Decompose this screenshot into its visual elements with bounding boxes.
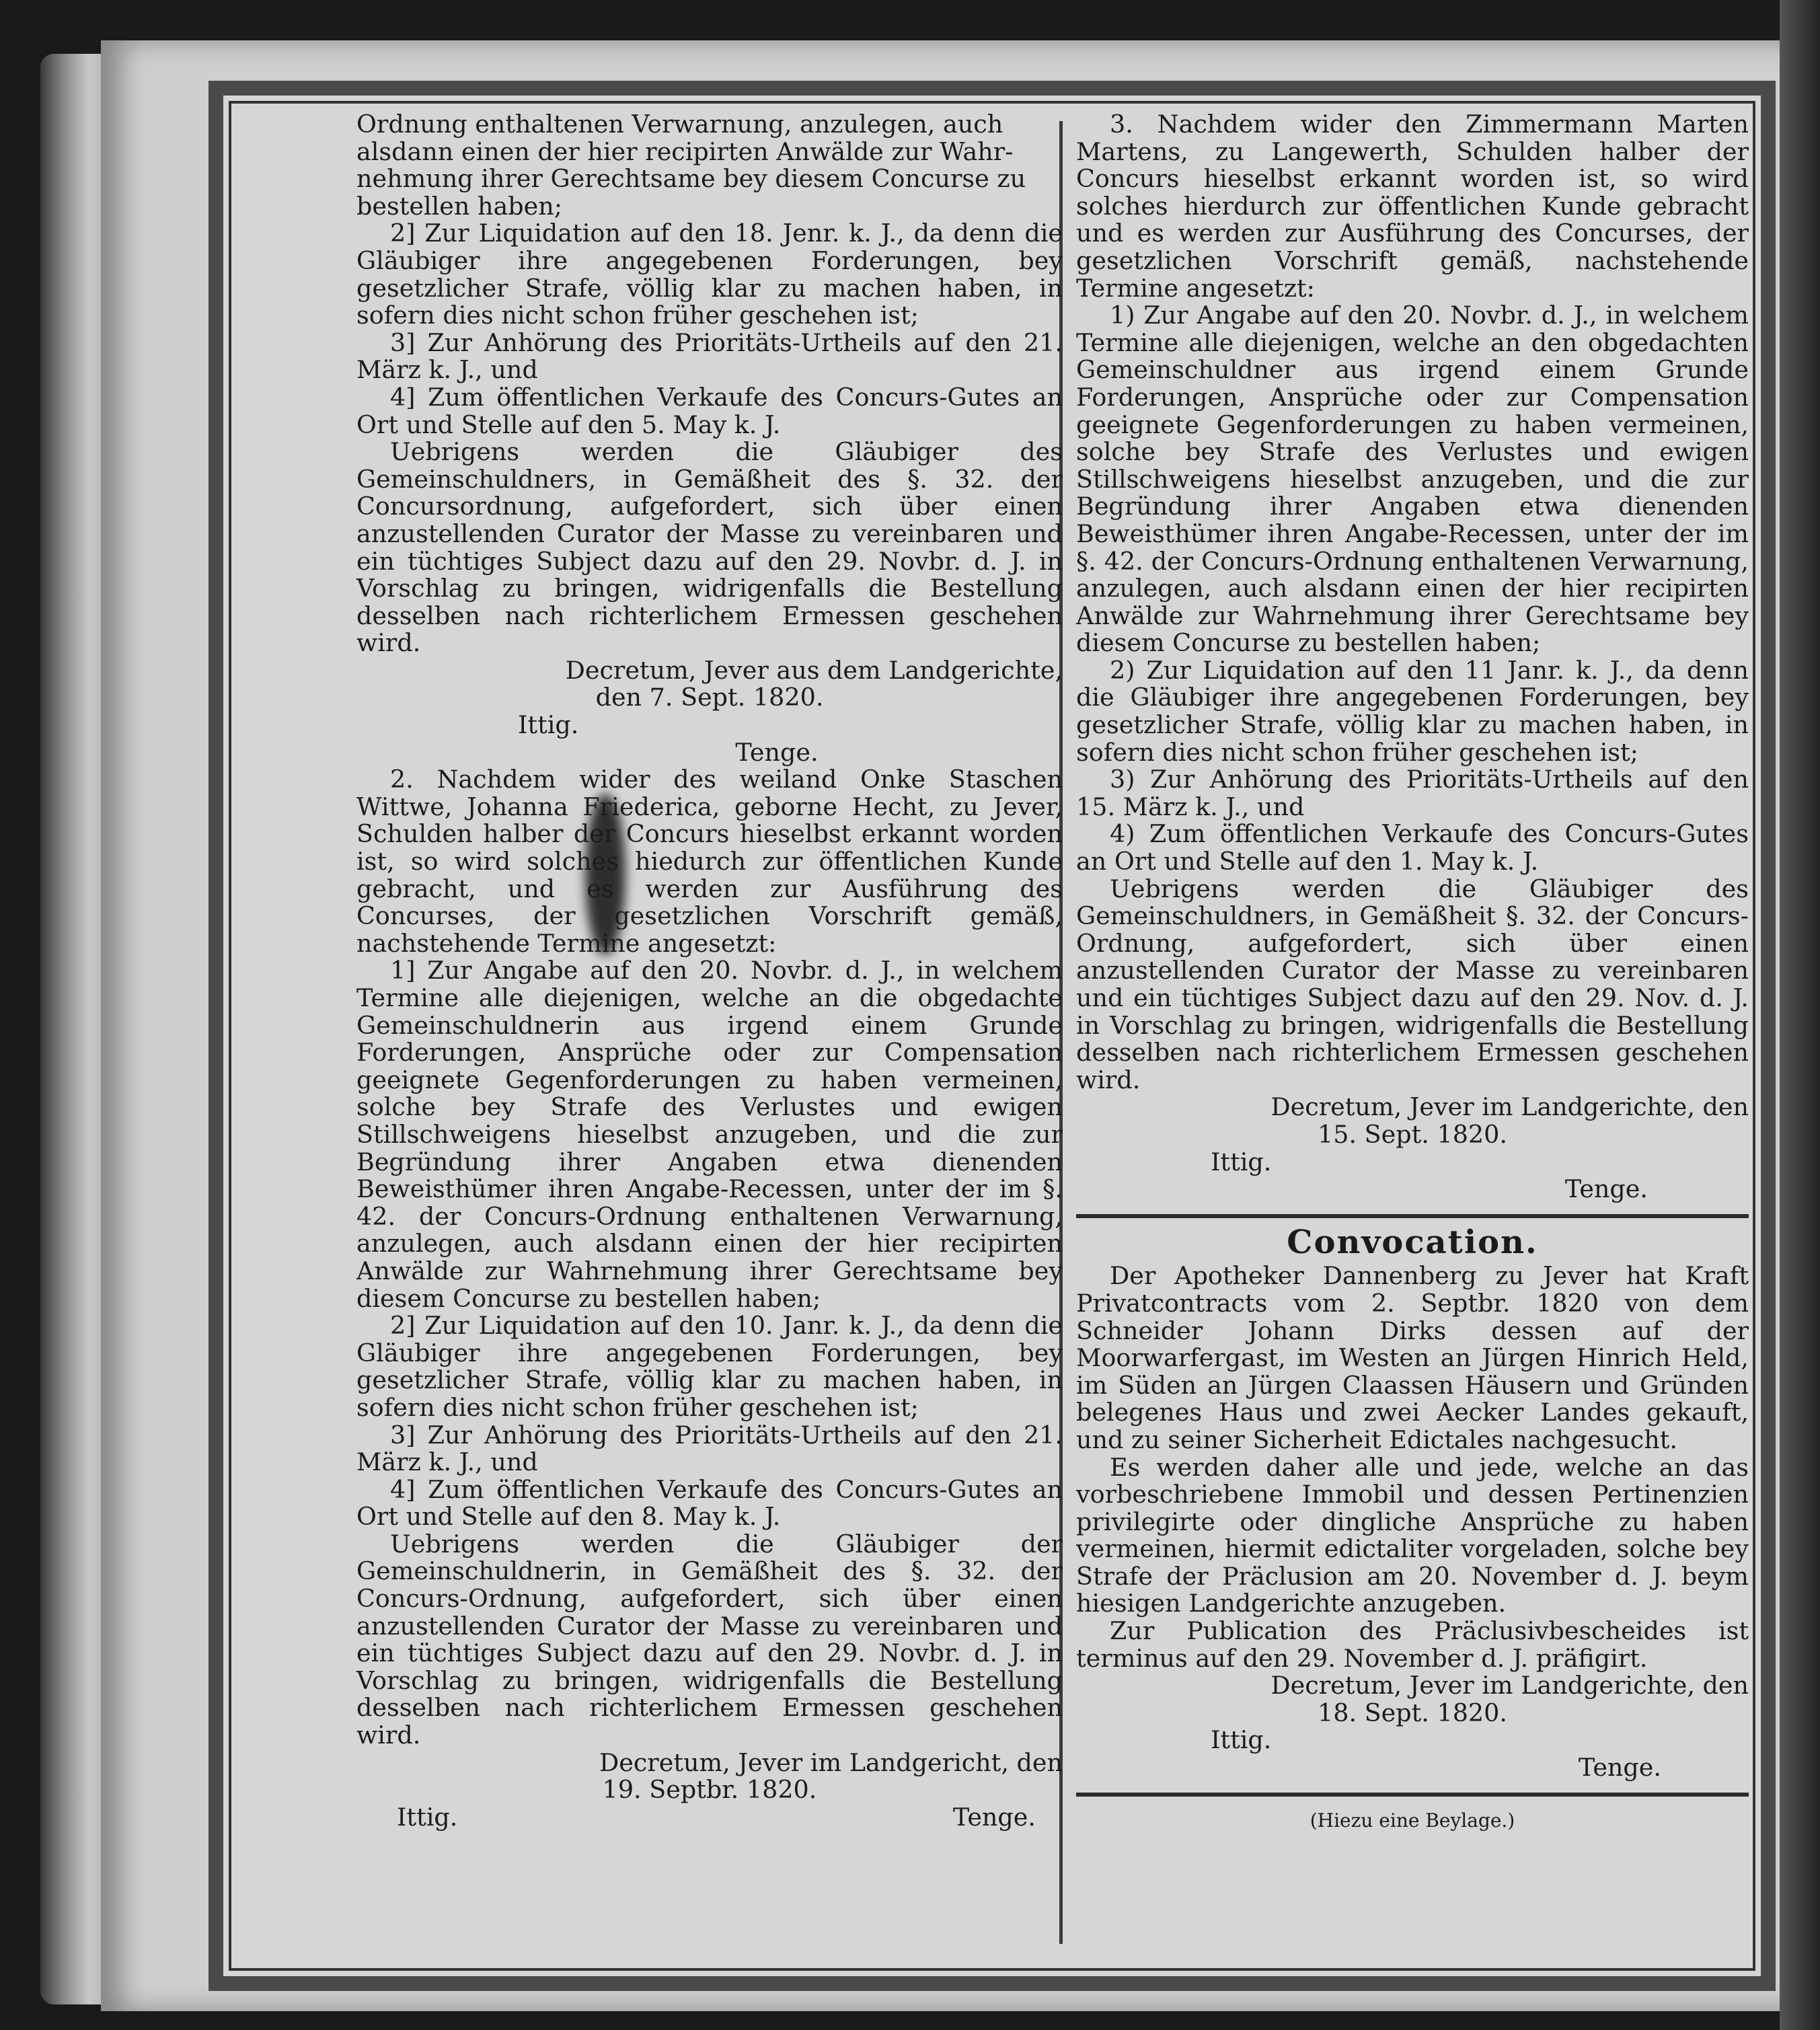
decretum-line: Decretum, Jever im Landgerichte, den: [1271, 1092, 1749, 1122]
paragraph: 2. Nachdem wider des weiland Onke Staschen Wittwe, Johanna Friederica, geborne Hecht, zu Jever, Schulden halber der Concurs hieselbst erkannt worden ist, so wird solches hiedurch zur öffentlichen Kunde gebracht, und es werden zur Ausführung des Concurses, der gesetzlichen Vorschrift gemäß, nachstehende Termine angesetzt:: [356, 765, 1063, 958]
text-line: nehmung ihrer Gerechtsame bey diesem Concurse zu: [356, 164, 1026, 194]
paragraph: 2] Zur Liquidation auf den 18. Jenr. k. J., da denn die Gläubiger ihre angegebenen Forderungen, bey gesetzlicher Strafe, völlig klar zu machen haben, in sofern dies nicht schon früher geschehen ist;: [356, 219, 1063, 330]
paragraph: 2) Zur Liquidation auf den 11 Janr. k. J., da denn die Gläubiger ihre angegebenen Forderungen, bey gesetzlicher Strafe, völlig klar zu machen haben, in sofern dies nicht schon früher geschehen ist;: [1076, 655, 1749, 767]
paragraph: Es werden daher alle und jede, welche an das vorbeschriebene Immobil und dessen Pertinenzien privilegirte oder dingliche Ansprüche zu haben vermeinen, hiermit edictaliter vorgeladen, solche bey Strafe der Präclusion am 20. November d. J. beym hiesigen Landgerichte anzugeben.: [1076, 1452, 1749, 1618]
signature-ittig: Ittig.: [1211, 1725, 1272, 1755]
paragraph: 3. Nachdem wider den Zimmermann Marten Martens, zu Langewerth, Schulden halber der Concurs hieselbst erkannt worden ist, so wird solches hierdurch zur öffentlichen Kunde gebracht und es werden zur Ausführung des Concurses, der gesetzlichen Vorschrift gemäß, nachstehende Termine angesetzt:: [1076, 110, 1749, 303]
paragraph: 1] Zur Angabe auf den 20. Novbr. d. J., in welchem Termine alle diejenigen, welche an die obgedachte Gemeinschuldnerin aus irgend einem Grunde Forderungen, Ansprüche oder zur Compensation geeignete Gegenforderungen zu haben vermeinen, solche bey Strafe des Verlustes und ewigen Stillschweigens hieselbst anzugeben, und die zur Begründung ihrer Angaben etwa dienenden Beweisthümer ihren Angabe-Recessen, unter der im §. 42. der Concurs-Ordnung enthaltenen Verwarnung, anzulegen, auch alsdann einen der hier recipirten Anwälde zur Wahrnehmung ihrer Gerechtsame bey diesem Concurse zu bestellen haben;: [356, 956, 1063, 1313]
signature-tenge: Tenge.: [1578, 1753, 1661, 1782]
paragraph: Zur Publication des Präclusivbescheides ist terminus auf den 29. November d. J. präfigirt.: [1076, 1616, 1749, 1673]
decretum-line: Decretum, Jever im Landgericht, den: [599, 1747, 1063, 1777]
paragraph: 4] Zum öffentlichen Verkaufe des Concurs-Gutes an Ort und Stelle auf den 8. May k. J.: [356, 1474, 1063, 1532]
decretum-date: 19. Septbr. 1820.: [602, 1775, 817, 1805]
text-line: alsdann einen der hier recipirten Anwälde zur Wahr-: [356, 137, 1014, 166]
signature-ittig: Ittig.: [397, 1802, 458, 1832]
paragraph: 3) Zur Anhörung des Prioritäts-Urtheils auf den 15. März k. J., und: [1076, 765, 1749, 821]
signature-tenge: Tenge.: [735, 737, 819, 767]
right-column: [1076, 111, 1749, 1834]
paragraph: 1) Zur Angabe auf den 20. Novbr. d. J., in welchem Termine alle diejenigen, welche an den obgedachten Gemeinschuldner aus irgend einem Grunde Forderungen, Ansprüche oder zur Compensation geeignete Gegenforderungen zu haben vermeinen, solche bey Strafe des Verlustes und ewigen Stillschweigens hieselbst anzugeben, und die zur Begründung ihrer Angaben etwa dienenden Beweisthümer ihren Angabe-Recessen, unter der im §. 42. der Concurs-Ordnung enthaltenen Verwarnung, anzulegen, auch alsdann einen der hier recipirten Anwälde zur Wahrnehmung ihrer Gerechtsame bey diesem Concurse zu bestellen haben;: [1076, 301, 1749, 658]
paragraph: 2] Zur Liquidation auf den 10. Janr. k. J., da denn die Gläubiger ihre angegebenen Forderungen, bey gesetzlicher Strafe, völlig klar zu machen haben, in sofern dies nicht schon früher geschehen ist;: [356, 1311, 1063, 1422]
paragraph: 4] Zum öffentlichen Verkaufe des Concurs-Gutes an Ort und Stelle auf den 5. May k. J.: [356, 382, 1063, 439]
paragraph: 3] Zur Anhörung des Prioritäts-Urtheils auf den 21. März k. J., und: [356, 328, 1063, 385]
decretum-date: den 7. Sept. 1820.: [595, 683, 824, 712]
signature-ittig: Ittig.: [1211, 1147, 1272, 1176]
next-page-edge: [1780, 0, 1820, 2030]
signature-ittig: Ittig.: [518, 710, 579, 740]
decretum-date: 18. Sept. 1820.: [1318, 1698, 1507, 1727]
paragraph: Uebrigens werden die Gläubiger des Gemeinschuldners, in Gemäßheit des §. 32. der Concursordnung, aufgefordert, sich über einen anzustellenden Curator der Masse zu vereinbaren und ein tüchtiges Subject dazu auf den 29. Novbr. d. J. in Vorschlag zu bringen, widrigenfalls die Bestellung desselben nach richterlichem Ermessen geschehen wird.: [356, 437, 1063, 658]
paragraph: Der Apotheker Dannenberg zu Jever hat Kraft Privatcontracts vom 2. Septbr. 1820 von dem Schneider Johann Dirks dessen auf der Moorwarfergast, im Westen an Jürgen Hinrich Held, im Süden an Jürgen Claassen Häusern und Gründen belegenes Haus und zwei Aecker Landes gekauft, und zu seiner Sicherheit Edictales nachgesucht.: [1076, 1261, 1749, 1454]
text-line: Ordnung enthaltenen Verwarnung, anzulegen, auch: [356, 110, 1003, 139]
section-rule: [1076, 1214, 1749, 1218]
paragraph: 3] Zur Anhörung des Prioritäts-Urtheils auf den 21. März k. J., und: [356, 1420, 1063, 1477]
paragraph: Uebrigens werden die Gläubiger des Gemeinschuldners, in Gemäßheit §. 32. der Concurs-Ordnung, aufgefordert, sich über einen anzustellenden Curator der Masse zu vereinbaren und ein tüchtiges Subject dazu auf den 29. Nov. d. J. in Vorschlag zu bringen, widrigenfalls die Bestellung desselben nach richterlichem Ermessen geschehen wird.: [1076, 874, 1749, 1094]
signature-tenge: Tenge.: [952, 1802, 1036, 1832]
decretum-line: Decretum, Jever im Landgerichte, den: [1271, 1671, 1749, 1700]
footer-note: (Hiezu eine Beylage.): [1310, 1809, 1515, 1832]
section-rule: [1076, 1793, 1749, 1797]
left-column: [356, 111, 1063, 1831]
paragraph: Uebrigens werden die Gläubiger der Gemeinschuldnerin, in Gemäßheit des §. 32. der Concurs-Ordnung, aufgefordert, sich über einen anzustellenden Curator der Masse zu vereinbaren und ein tüchtiges Subject dazu auf den 29. Novbr. d. J. in Vorschlag zu bringen, widrigenfalls die Bestellung desselben nach richterlichem Ermessen geschehen wird.: [356, 1529, 1063, 1750]
section-heading: Convocation.: [1287, 1223, 1538, 1261]
decretum-date: 15. Sept. 1820.: [1318, 1119, 1507, 1149]
text-line: bestellen haben;: [356, 191, 563, 221]
decretum-line: Decretum, Jever aus dem Landgerichte,: [565, 655, 1063, 685]
signature-tenge: Tenge.: [1564, 1174, 1648, 1204]
paragraph: 4) Zum öffentlichen Verkaufe des Concurs-Gutes an Ort und Stelle auf den 1. May k. J.: [1076, 819, 1749, 876]
signatures: [356, 1804, 1063, 1832]
